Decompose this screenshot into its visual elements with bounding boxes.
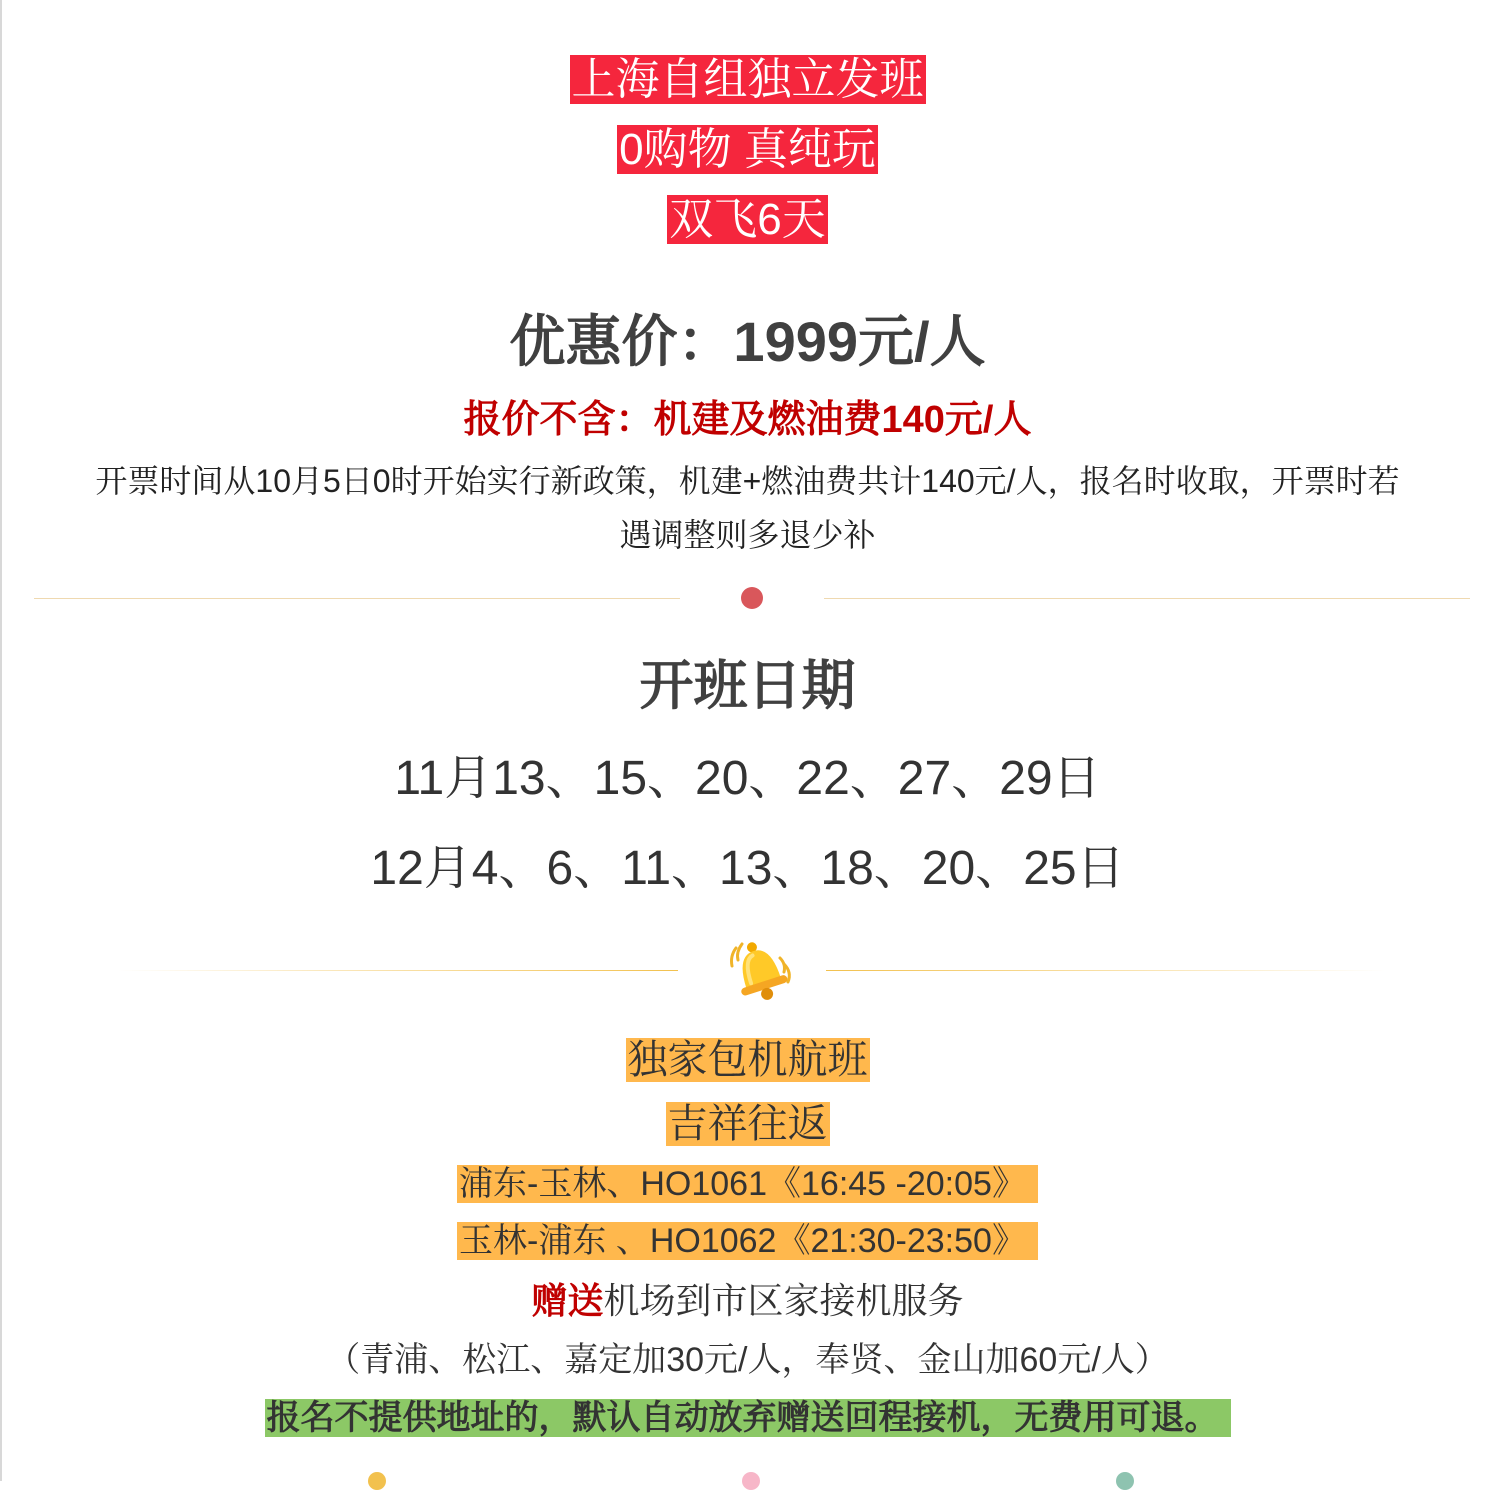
banner-duration: 双飞6天 (669, 195, 826, 244)
bell-divider-right (826, 970, 1386, 971)
price-note-line-1: 开票时间从10月5日0时开始实行新政策，机建+燃油费共计140元/人，报名时收取，开票时若 (95, 463, 1400, 499)
flight-outbound-row (0, 1164, 1495, 1204)
flight-return: 玉林-浦东 、HO1062《21:30-23:50》 (457, 1222, 1038, 1260)
deco-dot-green (1116, 1472, 1134, 1490)
surcharge-note: （青浦、松江、嘉定加30元/人，奉贤、金山加60元/人） (326, 1341, 1169, 1379)
banner-line-3 (0, 194, 1495, 246)
bell-icon (722, 932, 798, 1008)
banner-title: 上海自组独立发班 (571, 55, 924, 104)
warning-text: 报名不提供地址的，默认自动放弃赠送回程接机，无费用可退。 (265, 1399, 1231, 1437)
gift-text: 机场到市区家接机服务 (603, 1280, 964, 1321)
dot-icon (741, 587, 763, 609)
schedule-heading: 开班日期 (639, 656, 856, 716)
deco-dot-yellow (368, 1472, 386, 1490)
schedule-december: 12月4、6、11、13、18、20、25日 (370, 842, 1125, 895)
flight-airline: 吉祥往返 (667, 1102, 828, 1146)
warning-row (0, 1397, 1495, 1439)
banner-line-1 (0, 54, 1495, 106)
divider-line-right (824, 598, 1470, 599)
flight-charter: 独家包机航班 (627, 1038, 868, 1082)
price-label: 优惠价：1999元/人 (509, 310, 986, 373)
banner-no-shopping: 0购物 真纯玩 (619, 125, 876, 174)
price-note-line-2: 遇调整则多退少补 (619, 517, 876, 553)
price-excluded: 报价不含：机建及燃油费140元/人 (463, 399, 1032, 441)
flight-outbound: 浦东-玉林、HO1061《16:45 -20:05》 (457, 1165, 1038, 1203)
bell-divider-left (118, 970, 678, 971)
banner-line-2 (0, 124, 1495, 176)
deco-dot-pink (742, 1472, 760, 1490)
divider-line-left (34, 598, 680, 599)
gift-service (0, 1279, 1495, 1323)
gift-word: 赠送 (531, 1280, 604, 1321)
schedule-november: 11月13、15、20、22、27、29日 (394, 752, 1101, 805)
flight-line-1 (0, 1037, 1495, 1083)
flight-line-2 (0, 1101, 1495, 1147)
flight-return-row (0, 1221, 1495, 1261)
